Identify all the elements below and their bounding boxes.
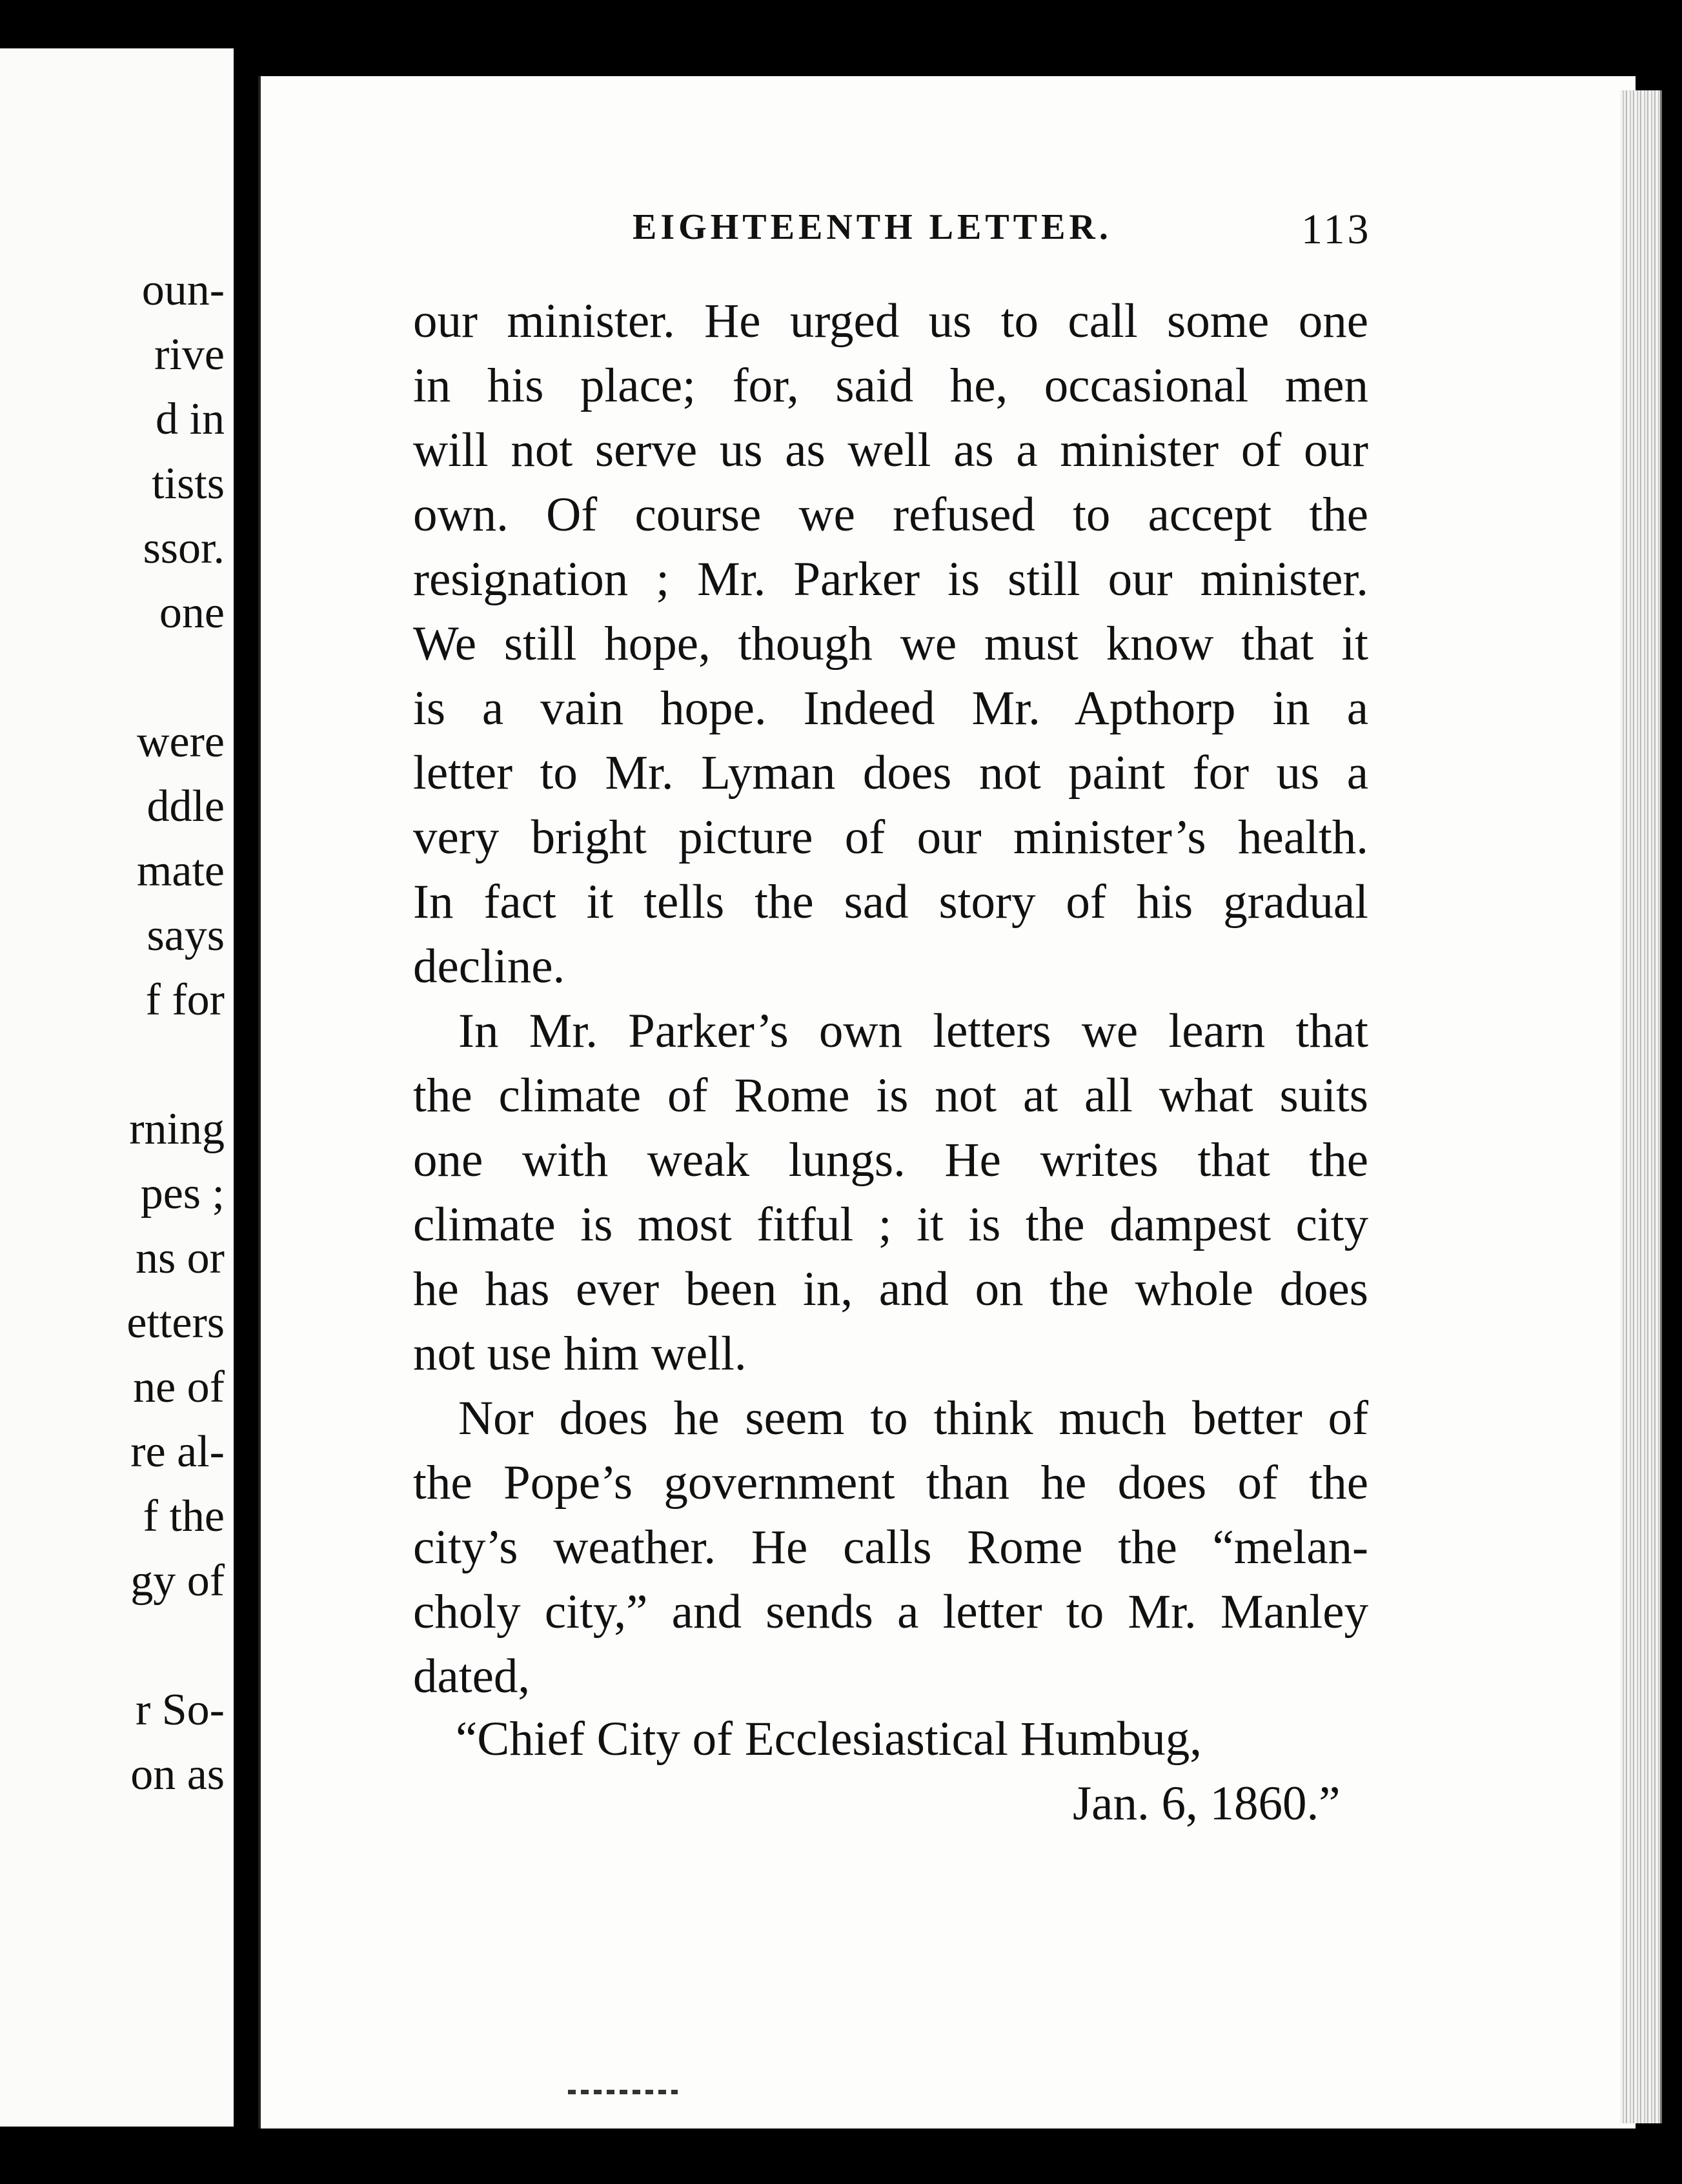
left-page-fragment: one xyxy=(159,588,225,638)
left-page-fragment: were xyxy=(136,717,225,767)
text-line: In fact it tells the sad story of his gradual xyxy=(413,875,1368,929)
left-page-fragment: f the xyxy=(143,1491,225,1541)
text-line: climate is most fitful ; it is the dampest city xyxy=(413,1198,1368,1251)
left-page-fragment: r So- xyxy=(135,1685,225,1735)
left-page-fragment: etters xyxy=(127,1298,225,1348)
left-page-fragment: d in xyxy=(156,394,225,444)
text-line: decline. xyxy=(413,940,565,993)
page-edges xyxy=(1620,90,1662,2123)
text-line: In Mr. Parker’s own letters we learn that xyxy=(458,1004,1368,1058)
text-line: the Pope’s government than he does of the xyxy=(413,1456,1368,1510)
text-line: We still hope, though we must know that it xyxy=(413,617,1368,671)
left-page-fragment: says xyxy=(147,911,225,960)
text-line: our minister. He urged us to call some one xyxy=(413,294,1368,348)
left-page-fragment: oun- xyxy=(141,265,225,315)
text-line: Nor does he seem to think much better of xyxy=(458,1391,1368,1445)
text-line: one with weak lungs. He writes that the xyxy=(413,1133,1368,1187)
left-page-fragment: tists xyxy=(152,459,225,509)
left-page-fragment: rive xyxy=(154,330,225,379)
left-page-fragment: ne of xyxy=(133,1362,225,1412)
dateline-place: “Chief City of Ecclesiastical Humbug, xyxy=(456,1712,1202,1766)
left-page-fragment: pes ; xyxy=(140,1169,225,1218)
text-line: will not serve us as well as a minister of our xyxy=(413,423,1368,477)
left-facing-page xyxy=(0,48,234,2127)
text-line: is a vain hope. Indeed Mr. Apthorp in a xyxy=(413,682,1368,735)
text-line: letter to Mr. Lyman does not paint for us a xyxy=(413,746,1368,800)
text-line: city’s weather. He calls Rome the “melan- xyxy=(413,1521,1368,1574)
text-line: very bright picture of our minister’s health. xyxy=(413,811,1368,864)
dateline-date: Jan. 6, 1860.” xyxy=(1073,1777,1341,1830)
text-line: he has ever been in, and on the whole does xyxy=(413,1262,1368,1316)
left-page-fragment: ns or xyxy=(135,1233,225,1283)
text-line: dated, xyxy=(413,1650,531,1703)
text-line: choly city,” and sends a letter to Mr. Manley xyxy=(413,1585,1368,1639)
left-page-fragment: re al- xyxy=(130,1427,225,1477)
left-page-fragment: mate xyxy=(136,846,225,896)
bottom-smudge xyxy=(568,2090,678,2094)
text-line: not use him well. xyxy=(413,1327,747,1380)
text-line: resignation ; Mr. Parker is still our minister. xyxy=(413,552,1368,606)
text-line: the climate of Rome is not at all what suits xyxy=(413,1069,1368,1122)
left-page-fragment: on as xyxy=(130,1750,225,1799)
page-number: 113 xyxy=(1301,206,1372,253)
left-page-fragment: rning xyxy=(129,1104,225,1154)
left-page-fragment: ddle xyxy=(147,782,225,831)
text-line: own. Of course we refused to accept the xyxy=(413,488,1368,541)
running-head: EIGHTEENTH LETTER. xyxy=(633,207,1112,247)
text-line: in his place; for, said he, occasional men xyxy=(413,359,1368,412)
left-page-fragment: f for xyxy=(145,975,225,1025)
left-page-fragment: ssor. xyxy=(143,523,225,573)
left-page-fragment: gy of xyxy=(130,1556,225,1606)
